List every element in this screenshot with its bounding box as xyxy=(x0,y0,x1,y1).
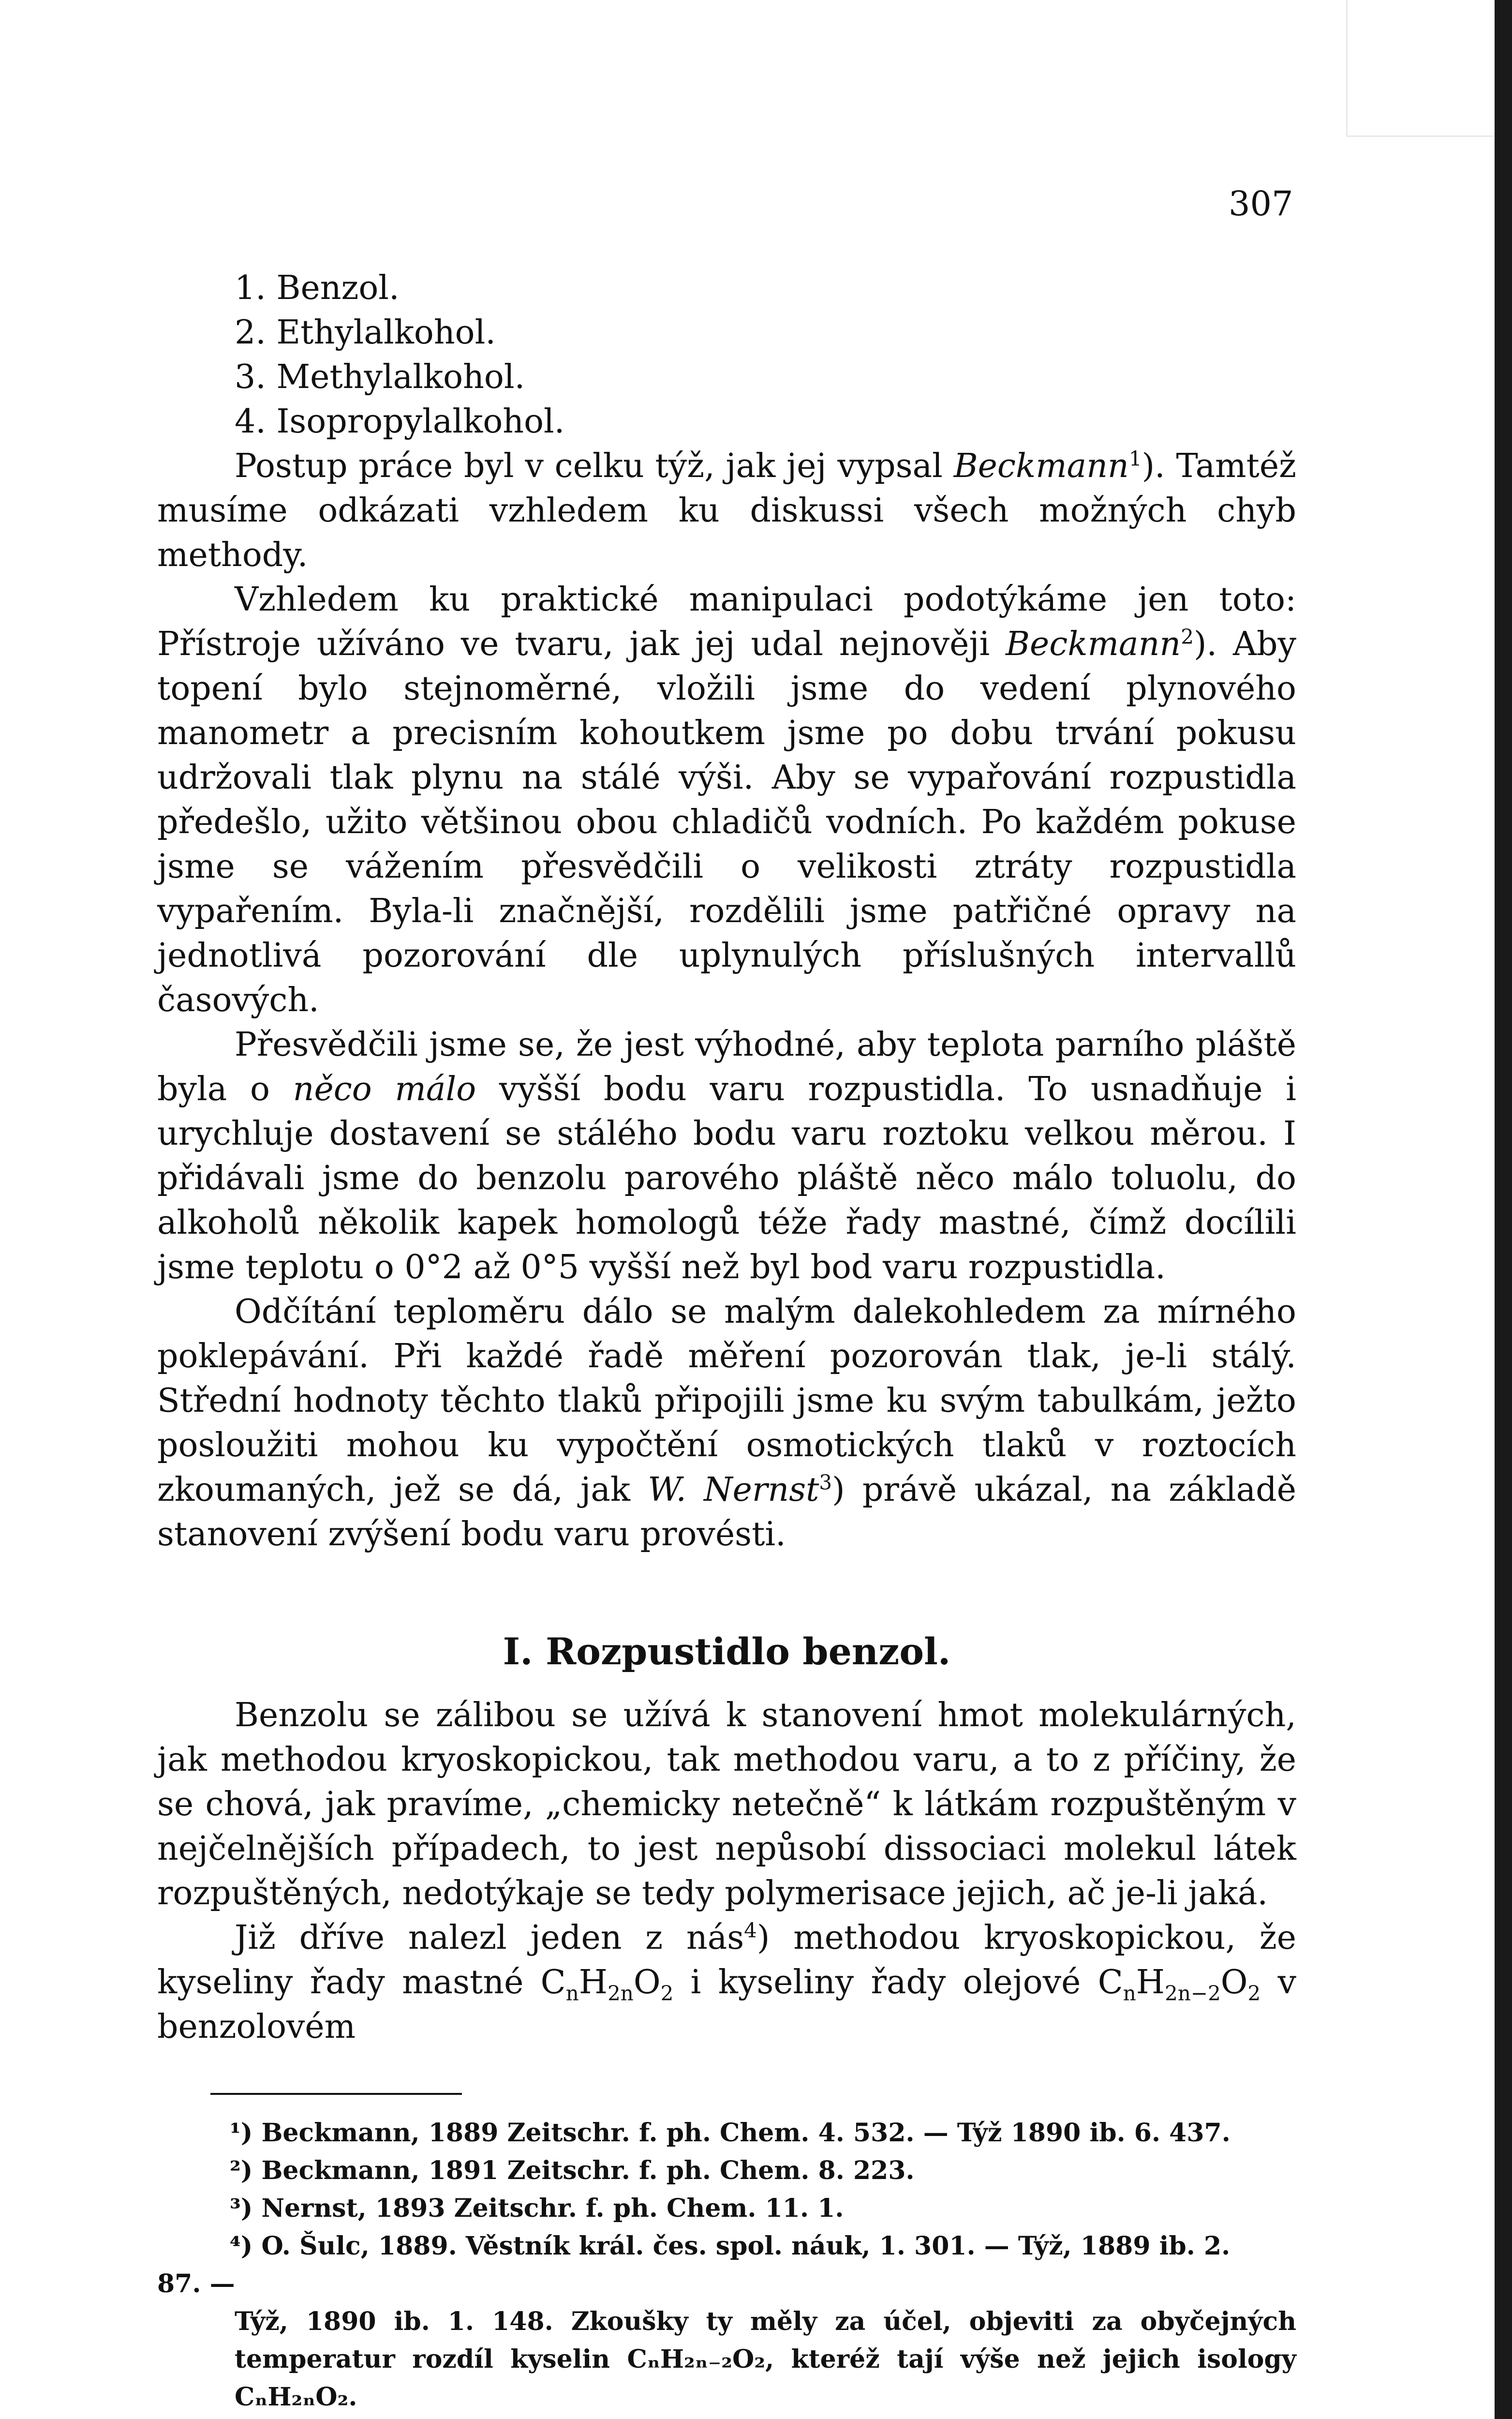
footnotes xyxy=(157,2114,1296,2416)
paragraph-manipulation: Vzhledem ku praktické manipulaci podotýkáme jen toto: Přístroje užíváno ve tvaru, jak jej udal nejnověji Beckmann$^2$). Aby topení bylo stejnoměrné, vložili jsme do vedení plynového manometr a precisním kohoutkem jsme po dobu trvání pokusu udržovali tlak plynu na stálé výši. Aby se vypařování rozpustidla předešlo, užito většinou obou chladičů vodních. Po každém pokuse jsme se vážením přesvědčili o velikosti ztráty rozpustidla vypařením. Byla-li značnější, rozdělili jsme patřičné opravy na jednotlivá pozorování dle uplynulých příslušných intervallů časových. xyxy=(157,581,1297,1019)
footnote-4: ⁴) O. Šulc, 1889. Věstník král. čes. spol. náuk, 1. 301. — Týž, 1889 ib. 2. xyxy=(230,2231,1230,2261)
scan-edge xyxy=(1495,0,1512,2419)
footnote-1: ¹) Beckmann, 1889 Zeitschr. f. ph. Chem. 4. 532. — Týž 1890 ib. 6. 437. xyxy=(230,2118,1230,2148)
footnote-4-note: Týž, 1890 ib. 1. 148. Zkoušky ty měly za účel, objeviti za obyčejných temperatur rozdíl kyselin CₙH₂ₙ₋₂O₂, kteréž tají výše než jejich isology CₙH₂ₙO₂. xyxy=(235,2307,1296,2412)
paragraph-acids: Již dříve nalezl jeden z nás$^4$) methodou kryoskopickou, že kyseliny řady mastné $C_nH_{2n}O_2$ i kyseliny řady olejové $C_nH_{2n-2}O_2$ v benzolovém xyxy=(157,1918,1297,2046)
scan-corner-mark xyxy=(1346,0,1493,137)
list-item: 1. Benzol. xyxy=(235,269,400,307)
paragraph-procedure: Postup práce byl v celku týž, jak jej vypsal Beckmann$^1$). Tamtéž musíme odkázati vzhledem ku diskussi všech možných chyb methody. xyxy=(157,447,1296,574)
paragraph-temperature: Přesvědčili jsme se, že jest výhodné, aby teplota parního pláště byla o něco málo vyšší bodu varu rozpustidla. To usnadňuje i urychluje dostavení se stálého bodu varu roztoku velkou měrou. I přidávali jsme do benzolu parového pláště něco málo toluolu, do alkoholů několik kapek homologů téže řady mastné, čímž docílili jsme teplotu o 0°2 až 0°5 vyšší než byl bod varu rozpustidla. xyxy=(157,1026,1297,1286)
list-item: 4. Isopropylalkohol. xyxy=(235,403,565,441)
footnote-3: ³) Nernst, 1893 Zeitschr. f. ph. Chem. 11. 1. xyxy=(230,2194,844,2223)
list-item: 3. Methylalkohol. xyxy=(235,358,525,396)
page-number: 307 xyxy=(1229,184,1293,224)
list-item: 2. Ethylalkohol. xyxy=(235,314,496,352)
footnote-2: ²) Beckmann, 1891 Zeitschr. f. ph. Chem. 8. 223. xyxy=(230,2156,915,2185)
footnote-divider xyxy=(210,2093,462,2095)
solvent-list xyxy=(157,266,1296,444)
paragraph-thermometer: Odčítání teploměru dálo se malým dalekohledem za mírného poklepávání. Při každé řadě měření pozorován tlak, je-li stálý. Střední hodnoty těchto tlaků připojili jsme ku svým tabulkám, ježto posloužiti mohou ku vypočtění osmotických tlaků v roztocích zkoumaných, jež se dá, jak W. Nernst$^3$) právě ukázal, na základě stanovení zvýšení bodu varu provésti. xyxy=(157,1293,1296,1553)
paragraph-benzol: Benzolu se zálibou se užívá k stanovení hmot molekulárných, jak methodou kryoskopickou, tak methodou varu, a to z příčiny, že se chová, jak pravíme, „chemicky netečně“ k látkám rozpuštěným v nejčelnějších případech, to jest nepůsobí dissociaci molekul látek rozpuštěných, nedotýkaje se tedy polymerisace jejich, ač je-li jaká. xyxy=(157,1696,1296,1912)
page-content xyxy=(157,174,1296,2419)
section-heading: I. Rozpustidlo benzol. xyxy=(503,1630,951,1673)
printer-signature xyxy=(157,2416,1287,2419)
footnote-4-continuation: 87. — xyxy=(157,2269,235,2299)
